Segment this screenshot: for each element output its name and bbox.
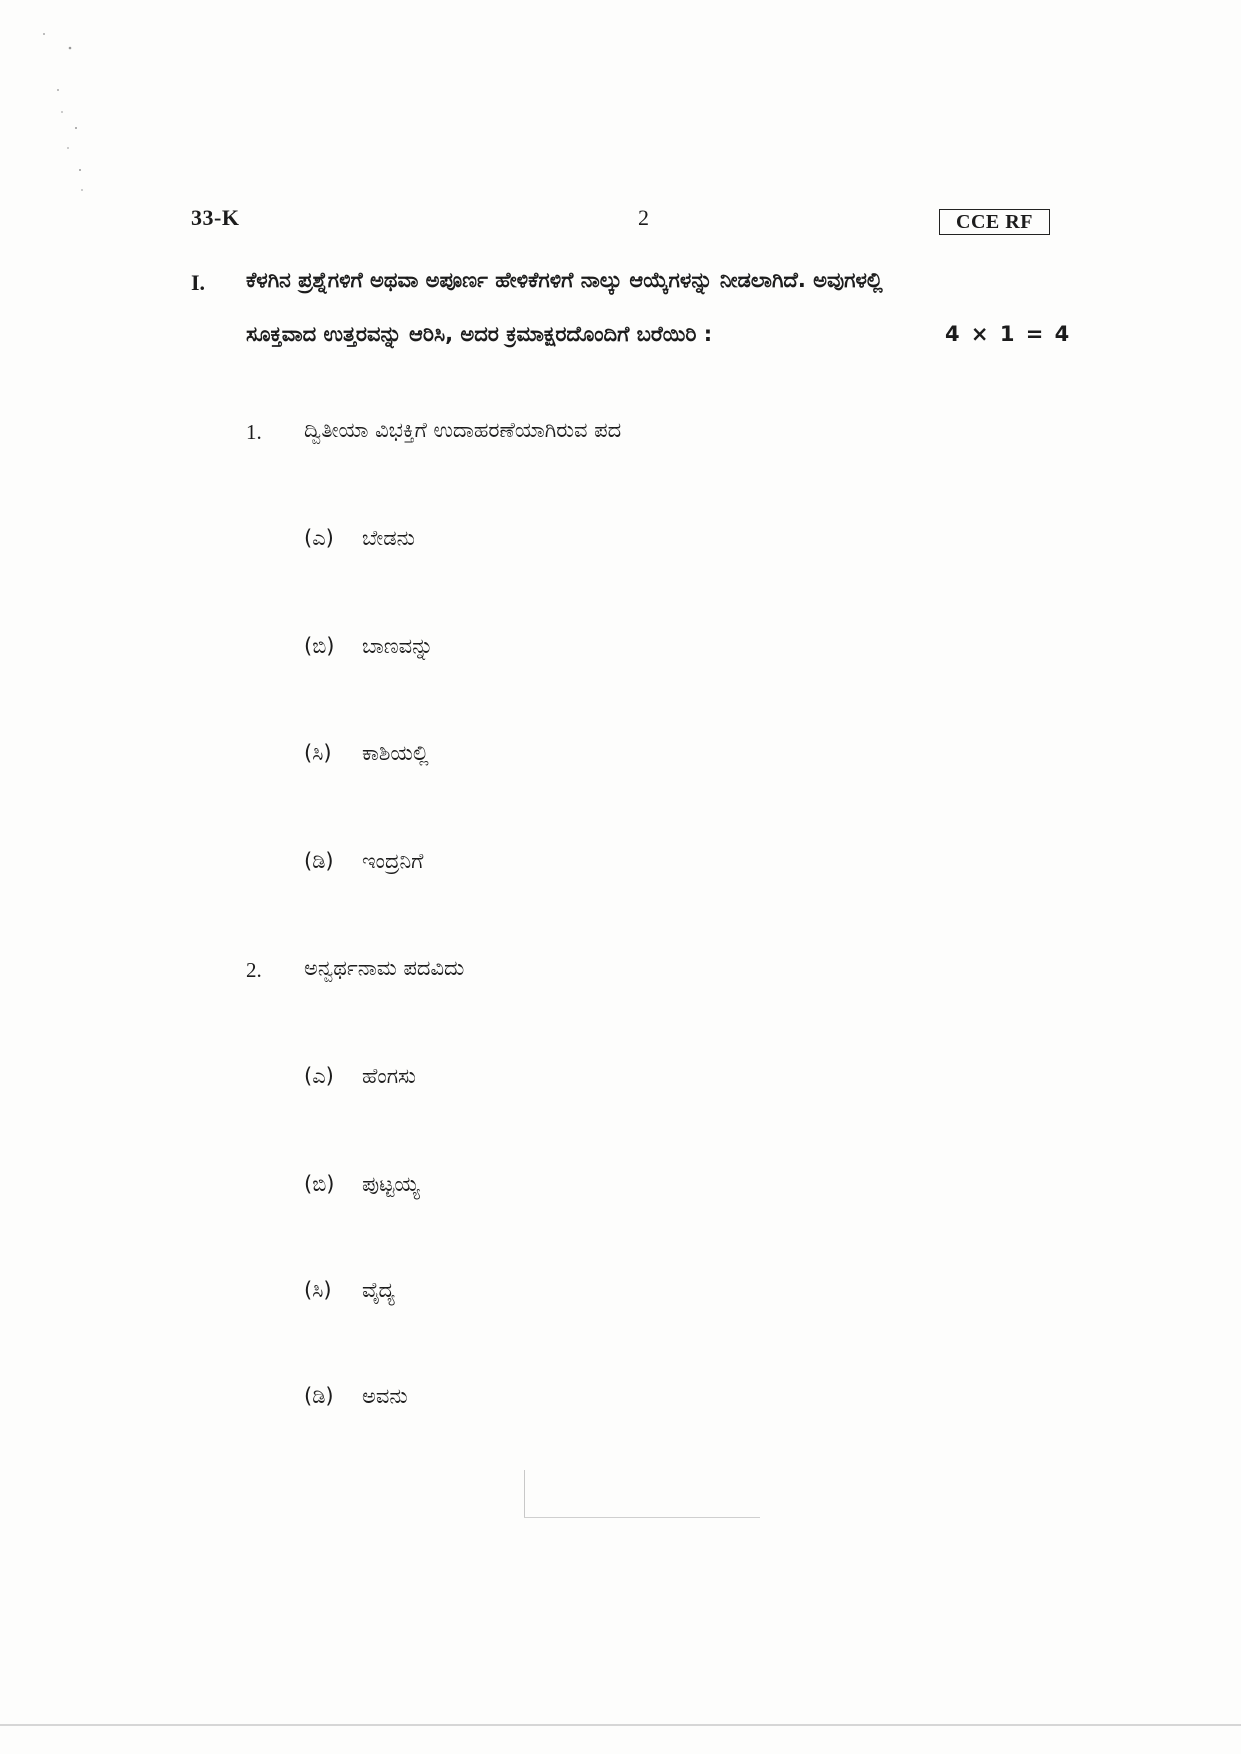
option-label: (ಡಿ) [304,849,334,873]
option-text: ಇಂದ್ರನಿಗೆ [362,849,424,873]
option-label: (ಎ) [304,526,334,550]
option-label: (ಎ) [304,1064,334,1088]
paper-type-box: CCE RF [939,209,1050,235]
option-label: (ಬಿ) [304,1172,335,1196]
option-label: (ಸಿ) [304,1278,332,1302]
option-text: ಹೆಂಗಸು [362,1064,416,1088]
question-text: ಅನ್ವರ್ಥನಾಮ ಪದವಿದು [304,956,465,980]
option-text: ಬೇಡನು [362,526,415,550]
option-text: ಅವನು [362,1384,408,1408]
option-text: ಬಾಣವನ್ನು [362,634,434,658]
scan-noise-dots [40,20,100,200]
option-label: (ಸಿ) [304,741,332,765]
question-number: 2. [246,958,262,982]
option-label: (ಡಿ) [304,1384,334,1408]
question-text: ದ್ವಿತೀಯಾ ವಿಭಕ್ತಿಗೆ ಉದಾಹರಣೆಯಾಗಿರುವ ಪದ [304,418,622,442]
section-number: I. [191,270,206,295]
scan-smudge-vertical [524,1470,525,1518]
instruction-line-1: ಕೆಳಗಿನ ಪ್ರಶ್ನೆಗಳಿಗೆ ಅಥವಾ ಅಪೂರ್ಣ ಹೇಳಿಕೆಗಳಿಗೆ ನಾಲ್ಕು ಆಯ್ಕೆಗಳನ್ನು ನೀಡಲಾಗಿದೆ. ಅವುಗಳಲ್ಲಿ [246,268,883,292]
option-text: ಕಾಶಿಯಲ್ಲಿ [362,741,429,765]
page-number: 2 [638,205,649,230]
option-text: ವೈದ್ಯ [362,1278,395,1302]
scan-smudge-horizontal [524,1517,760,1518]
paper-code: 33-K [191,205,240,230]
scan-edge-line [0,1724,1241,1726]
option-text: ಪುಟ್ಟಯ್ಯ [362,1172,420,1196]
marks-allocation: 4 × 1 = 4 [945,322,1072,346]
option-label: (ಬಿ) [304,634,335,658]
question-number: 1. [246,420,262,444]
instruction-line-2: ಸೂಕ್ತವಾದ ಉತ್ತರವನ್ನು ಆರಿಸಿ, ಅದರ ಕ್ರಮಾಕ್ಷರದೊಂದಿಗೆ ಬರೆಯಿರಿ : [246,322,713,346]
